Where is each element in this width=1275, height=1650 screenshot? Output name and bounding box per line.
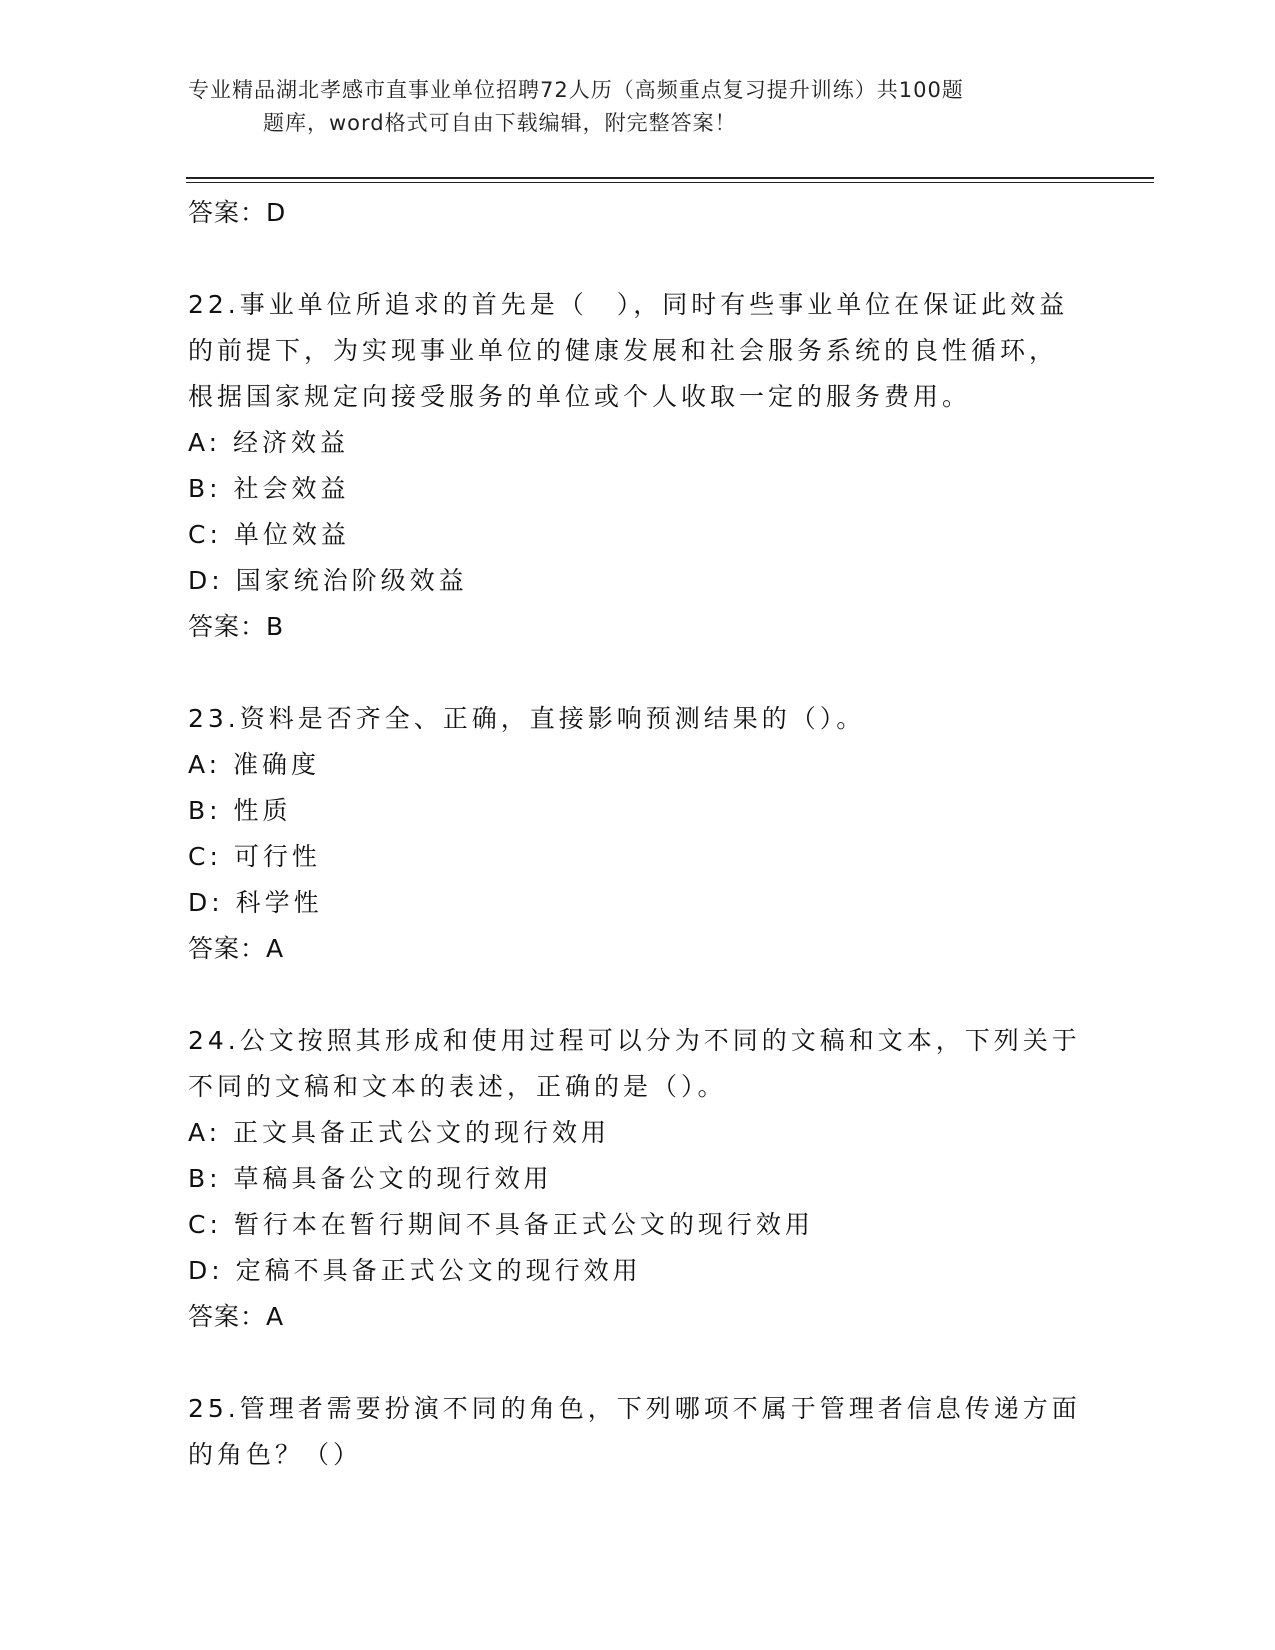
spacer — [188, 1340, 1088, 1386]
question-text-line: 24.公文按照其形成和使用过程可以分为不同的文稿和文本，下列关于 — [188, 1026, 1081, 1055]
question-23 — [188, 696, 1088, 972]
answer-line: 答案：A — [188, 934, 285, 963]
question-text-line: 根据国家规定向接受服务的单位或个人收取一定的服务费用。 — [188, 382, 972, 411]
header-rule-thin — [186, 182, 1154, 183]
answer-line: 答案：D — [188, 198, 287, 227]
option-b: B: 性质 — [188, 796, 292, 825]
option-a: A: 正文具备正式公文的现行效用 — [188, 1118, 611, 1147]
question-text-line: 不同的文稿和文本的表述，正确的是（）。 — [188, 1072, 727, 1101]
question-text-line: 25.管理者需要扮演不同的角色，下列哪项不属于管理者信息传递方面 — [188, 1394, 1081, 1423]
option-d: D: 国家统治阶级效益 — [188, 566, 468, 595]
question-24 — [188, 1018, 1088, 1340]
header-line-2: 题库，word格式可自由下载编辑，附完整答案！ — [263, 111, 737, 135]
header-line-1: 专业精品湖北孝感市直事业单位招聘72人历（高频重点复习提升训练）共100题 — [188, 78, 964, 102]
question-25 — [188, 1386, 1088, 1478]
option-d: D: 科学性 — [188, 888, 323, 917]
answer-line: 答案：A — [188, 1302, 285, 1331]
question-text-line: 的前提下，为实现事业单位的健康发展和社会服务系统的良性循环， — [188, 336, 1059, 365]
question-text-line: 的角色？（） — [188, 1440, 363, 1469]
question-text-line: 22.事业单位所追求的首先是（ ），同时有些事业单位在保证此效益 — [188, 290, 1069, 319]
spacer — [188, 972, 1088, 1018]
answer-line: 答案：B — [188, 612, 285, 641]
option-a: A: 准确度 — [188, 750, 321, 779]
page-header — [188, 74, 1078, 140]
option-d: D: 定稿不具备正式公文的现行效用 — [188, 1256, 642, 1285]
option-a: A: 经济效益 — [188, 428, 350, 457]
option-b: B: 草稿具备公文的现行效用 — [188, 1164, 553, 1193]
spacer — [188, 236, 1088, 282]
header-rule-thick — [186, 177, 1154, 179]
spacer — [188, 650, 1088, 696]
question-text-line: 23.资料是否齐全、正确，直接影响预测结果的（）。 — [188, 704, 866, 733]
option-c: C: 单位效益 — [188, 520, 350, 549]
question-22 — [188, 282, 1088, 650]
option-c: C: 可行性 — [188, 842, 321, 871]
option-b: B: 社会效益 — [188, 474, 350, 503]
page-content — [188, 190, 1088, 1478]
option-c: C: 暂行本在暂行期间不具备正式公文的现行效用 — [188, 1210, 814, 1239]
